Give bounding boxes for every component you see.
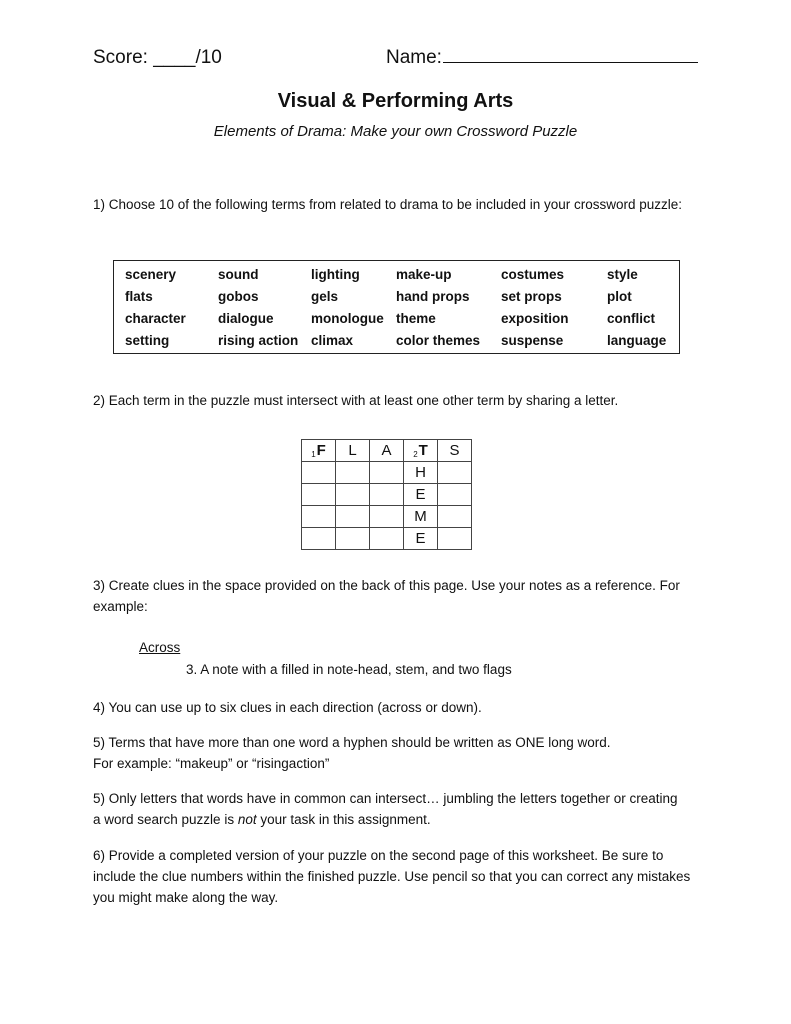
- instruction-1: 1) Choose 10 of the following terms from related to drama to be included in your crossword puzzle:: [93, 197, 683, 212]
- clue-number: 1: [311, 450, 316, 459]
- grid-cell: [404, 506, 438, 528]
- drama-term: character: [125, 311, 186, 326]
- grid-row: [302, 528, 472, 550]
- grid-cell: [302, 440, 336, 462]
- name-field: [386, 47, 698, 69]
- grid-cell: [370, 484, 404, 506]
- drama-term: sound: [218, 267, 259, 282]
- grid-cell: [438, 440, 472, 462]
- instruction-5-hyphen: [93, 732, 703, 774]
- grid-cell: [404, 440, 438, 462]
- instruction-4: 4) You can use up to six clues in each direction (across or down).: [93, 700, 482, 715]
- example-clue: 3. A note with a filled in note-head, stem, and two flags: [186, 662, 512, 677]
- grid-cell: [336, 462, 370, 484]
- grid-cell: [404, 484, 438, 506]
- grid-row: [302, 484, 472, 506]
- grid-cell: [370, 506, 404, 528]
- instruction-3: 3) Create clues in the space provided on the back of this page. Use your notes as a reference. For example:: [93, 578, 680, 614]
- grid-cell: [438, 506, 472, 528]
- drama-term: dialogue: [218, 311, 274, 326]
- grid-row: [302, 440, 472, 462]
- drama-term: lighting: [311, 267, 360, 282]
- page-subtitle: Elements of Drama: Make your own Crossword Puzzle: [213, 123, 578, 140]
- instruction-5-intersect-text: 5) Only letters that words have in common can intersect… jumbling the letters together or creating a word search puzzle is: [93, 791, 678, 827]
- drama-term: rising action: [218, 333, 299, 348]
- grid-letter: H: [415, 464, 426, 481]
- drama-term: set props: [501, 289, 562, 304]
- instruction-6: 6) Provide a completed version of your puzzle on the second page of this worksheet. Be sure to include the clue numbers within the finished puzzle. Use pencil so that you can correct any mistakes you might make along the way.: [93, 848, 691, 905]
- drama-term: gels: [311, 289, 339, 304]
- instruction-5-intersect: [93, 788, 683, 830]
- instruction-5-intersect-end: your task in this assignment.: [256, 812, 431, 827]
- drama-term: theme: [396, 311, 436, 326]
- instruction-5-emphasis: not: [237, 812, 257, 827]
- grid-cell: [336, 506, 370, 528]
- drama-term: exposition: [501, 311, 569, 326]
- drama-term: plot: [607, 289, 632, 304]
- grid-letter: M: [414, 508, 427, 525]
- name-label: Name:: [386, 47, 442, 68]
- grid-cell: [302, 484, 336, 506]
- drama-term: color themes: [396, 333, 481, 348]
- grid-row: [302, 506, 472, 528]
- drama-term: climax: [311, 333, 354, 348]
- terms-box: [113, 260, 680, 354]
- crossword-example-grid: [301, 439, 472, 550]
- grid-cell: [438, 528, 472, 550]
- grid-cell: [438, 462, 472, 484]
- grid-letter: T: [418, 442, 428, 459]
- grid-cell: [404, 462, 438, 484]
- drama-term: conflict: [607, 311, 656, 326]
- instruction-5-hyphen-line1: 5) Terms that have more than one word a hyphen should be written as ONE long word.: [93, 735, 611, 750]
- grid-letter: S: [449, 442, 460, 459]
- grid-row: [302, 462, 472, 484]
- clue-number: 2: [413, 450, 418, 459]
- grid-cell: [336, 440, 370, 462]
- grid-cell: [302, 528, 336, 550]
- instruction-5-hyphen-line2: For example: “makeup” or “risingaction”: [93, 756, 330, 771]
- instruction-2: 2) Each term in the puzzle must intersect with at least one other term by sharing a letter.: [93, 393, 619, 408]
- name-blank-line[interactable]: [443, 48, 698, 63]
- score-field: Score: ____/10: [93, 47, 222, 68]
- grid-cell: [370, 528, 404, 550]
- grid-letter: A: [381, 442, 392, 459]
- grid-cell: [302, 462, 336, 484]
- drama-term: gobos: [218, 289, 259, 304]
- grid-letter: E: [415, 486, 426, 503]
- grid-letter: L: [348, 442, 357, 459]
- drama-term: flats: [125, 289, 153, 304]
- grid-cell: [336, 528, 370, 550]
- drama-term: suspense: [501, 333, 564, 348]
- drama-term: scenery: [125, 267, 177, 282]
- grid-cell: [370, 440, 404, 462]
- example-heading: Across: [139, 640, 181, 655]
- drama-term: setting: [125, 333, 170, 348]
- drama-term: costumes: [501, 267, 565, 282]
- drama-term: language: [607, 333, 667, 348]
- grid-cell: [370, 462, 404, 484]
- grid-cell: [404, 528, 438, 550]
- drama-term: make-up: [396, 267, 452, 282]
- grid-cell: [302, 506, 336, 528]
- drama-term: style: [607, 267, 638, 282]
- grid-cell: [438, 484, 472, 506]
- page-title: Visual & Performing Arts: [277, 90, 514, 112]
- drama-term: hand props: [396, 289, 470, 304]
- grid-letter: F: [316, 442, 326, 459]
- grid-letter: E: [415, 530, 426, 547]
- grid-cell: [336, 484, 370, 506]
- drama-term: monologue: [311, 311, 384, 326]
